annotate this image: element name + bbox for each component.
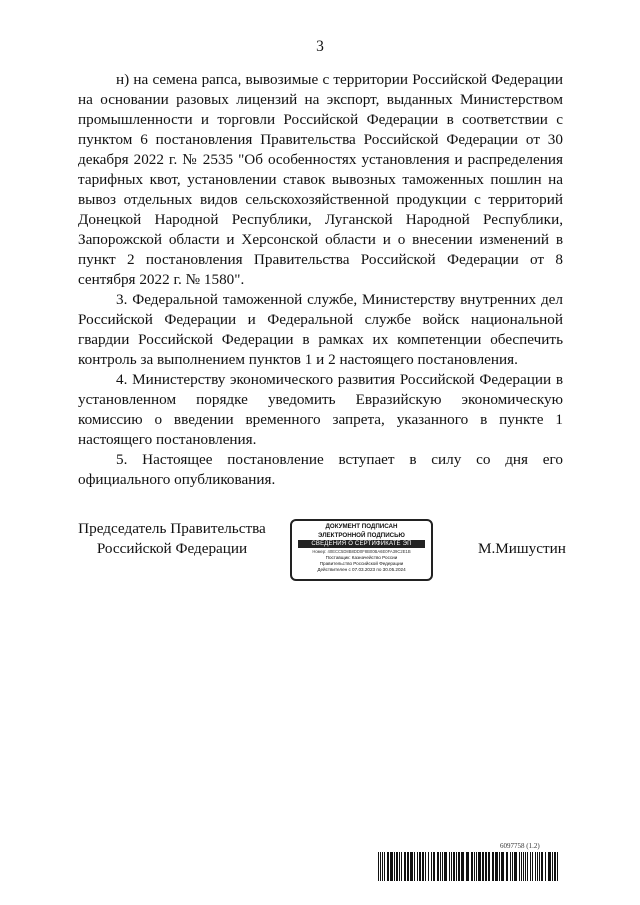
barcode-bar [488, 852, 490, 881]
barcode-bar [506, 852, 508, 881]
stamp-owner-line1: Поставщик: Казначейство России [325, 555, 398, 560]
barcode-bar [419, 852, 421, 881]
electronic-signature-stamp [290, 519, 433, 581]
barcode-bar [512, 852, 513, 881]
page-number: 3 [316, 38, 324, 55]
barcode-bar [428, 852, 429, 881]
barcode-bar [482, 852, 484, 881]
barcode-bar [499, 852, 500, 881]
barcode-bar [414, 852, 415, 881]
barcode-bar [380, 852, 381, 881]
barcode-bar [399, 852, 400, 881]
barcode-bar [444, 852, 447, 881]
paragraph-5: 5. Настоящее постановление вступает в силу со дня его официального опубликования. [78, 451, 563, 488]
signatory-name: М.Мишустин [478, 540, 566, 557]
barcode-bar [453, 852, 455, 881]
barcode-bar [458, 852, 460, 881]
stamp-title-line1: ДОКУМЕНТ ПОДПИСАН [325, 523, 398, 530]
barcode-bar [510, 852, 511, 881]
barcode-bar [557, 852, 558, 881]
barcode-bar [384, 852, 385, 881]
barcode-bar [431, 852, 432, 881]
stamp-owner-line2: Правительство Российской Федерации [319, 561, 404, 566]
paragraph-4: 4. Министерству экономического развития Российской Федерации в установленном порядке уведомить Евразийскую экономическую комиссию о введении временного запрета, указанного в пункте 1 настоящего постановления. [78, 371, 563, 448]
barcode-bar [535, 852, 536, 881]
barcode-bar [390, 852, 393, 881]
barcode-bar [382, 852, 383, 881]
barcode-bar [440, 852, 441, 881]
barcode-bar [466, 852, 469, 881]
barcode-bar [425, 852, 426, 881]
barcode-bar [521, 852, 522, 881]
barcode-bar [539, 852, 540, 881]
stamp-validity: Действителен с 07.03.2023 по 30.05.2024 [317, 567, 406, 572]
barcode-bar [492, 852, 494, 881]
barcode-bar [541, 852, 543, 881]
barcode-bar [548, 852, 551, 881]
barcode-bar [527, 852, 528, 881]
barcode [378, 852, 558, 881]
barcode-bar [433, 852, 435, 881]
signatory-position-line2: Российской Федерации [96, 540, 248, 557]
paragraph-3: 3. Федеральной таможенной службе, Министерству внутренних дел Российской Федерации и Федеральной службе войск национальной гвардии Российской Федерации в рамках их компетенции обеспечить контроль за выполнением пунктов 1 и 2 настоящего постановления. [78, 291, 563, 368]
barcode-bar [478, 852, 481, 881]
barcode-bar [396, 852, 398, 881]
barcode-bar [456, 852, 457, 881]
barcode-bar [519, 852, 520, 881]
document-code: 6097758 (1.2) [500, 842, 540, 850]
barcode-bar [495, 852, 498, 881]
barcode-bar [449, 852, 450, 881]
barcode-bar [525, 852, 526, 881]
barcode-bar [417, 852, 418, 881]
barcode-bar [437, 852, 439, 881]
barcode-bar [378, 852, 379, 881]
barcode-bar [530, 852, 531, 881]
signatory-position [62, 519, 282, 559]
barcode-bar [394, 852, 395, 881]
barcode-bar [537, 852, 538, 881]
barcode-bar [410, 852, 413, 881]
barcode-bar [474, 852, 475, 881]
signatory-position-line1: Председатель Правительства [78, 520, 266, 537]
stamp-serial: Номер: 40ECC5D8B8DD0F8B00BA6E0FA39C2E1B [312, 549, 411, 554]
stamp-certificate-header: СВЕДЕНИЯ О СЕРТИФИКАТЕ ЭП [298, 540, 425, 548]
document-body [78, 70, 563, 490]
barcode-bar [422, 852, 424, 881]
barcode-bar [523, 852, 524, 881]
barcode-bar [407, 852, 409, 881]
barcode-bar [401, 852, 402, 881]
barcode-bar [501, 852, 504, 881]
stamp-title-line2: ЭЛЕКТРОННОЙ ПОДПИСЬЮ [318, 532, 405, 539]
barcode-bar [545, 852, 546, 881]
barcode-bar [532, 852, 533, 881]
barcode-bar [442, 852, 443, 881]
barcode-bar [471, 852, 473, 881]
barcode-bar [514, 852, 517, 881]
barcode-bar [461, 852, 464, 881]
barcode-bar [476, 852, 477, 881]
barcode-bar [552, 852, 553, 881]
barcode-bar [404, 852, 406, 881]
barcode-bar [554, 852, 556, 881]
paragraph-n: н) на семена рапса, вывозимые с территории Российской Федерации на основании разовых лицензий на экспорт, выданных Министерством промышленности и торговли Российской Федерации в соответствии с пунктом 6 постановления Правительства Российской Федерации от 30 декабря 2022 г. № 2535 "Об особенностях установления и распределения тарифных квот, установлении ставок вывозных таможенных пошлин на вывоз отдельных видов сельскохозяйственной продукции с территорий Донецкой Народной Республики, Луганской Народной Республики, Запорожской области и Херсонской области и о внесении изменений в пункт 2 постановления Правительства Российской Федерации от 8 сентября 2022 г. № 1580". [78, 71, 563, 288]
barcode-bar [387, 852, 389, 881]
barcode-bar [451, 852, 452, 881]
barcode-bar [485, 852, 487, 881]
